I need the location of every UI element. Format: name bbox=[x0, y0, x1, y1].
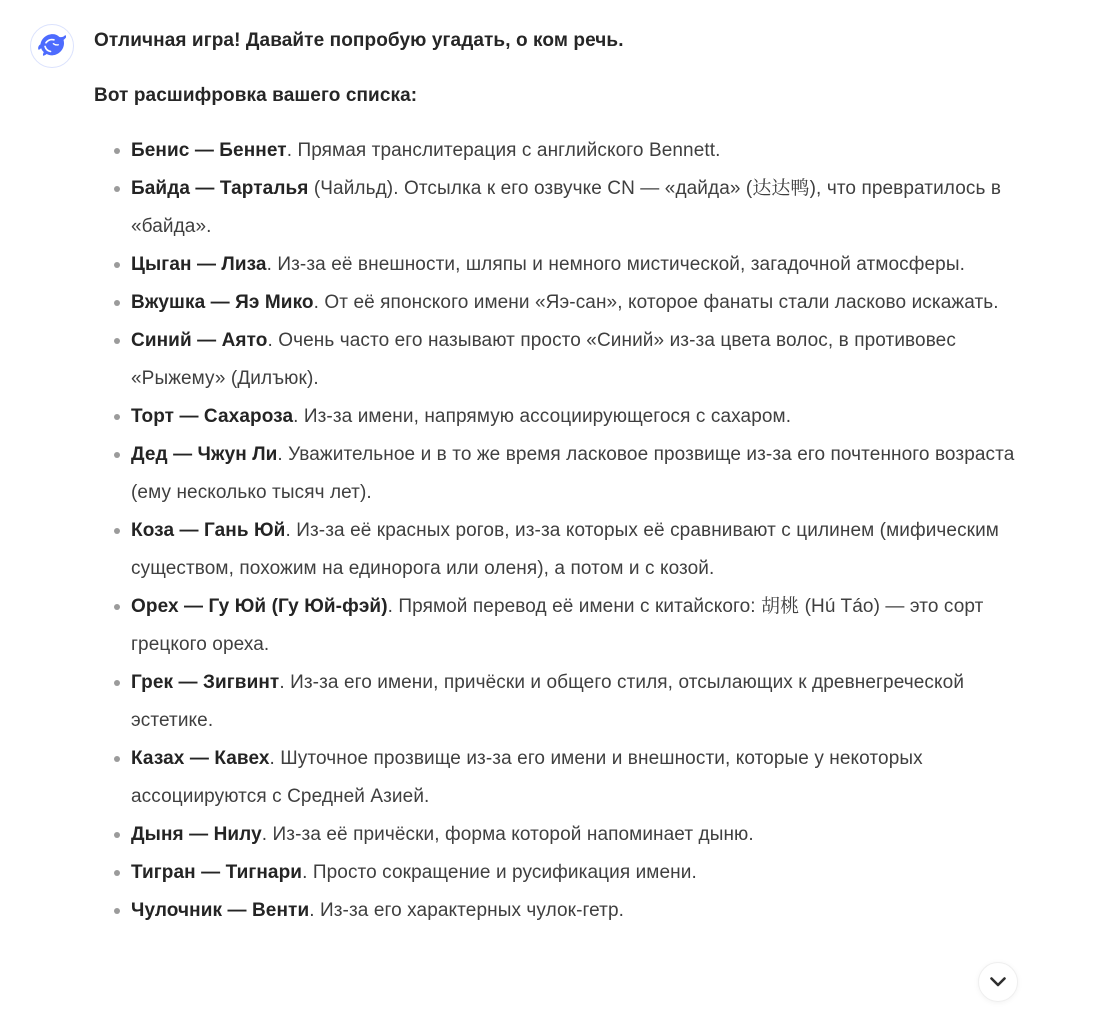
list-item bbox=[94, 322, 1030, 398]
nickname-explanation: . От её японского имени «Яэ-сан», которое фанаты стали ласково искажать. bbox=[313, 292, 999, 313]
nickname-explanation: . Из-за её внешности, шляпы и немного мистической, загадочной атмосферы. bbox=[266, 254, 965, 275]
list-item bbox=[94, 816, 1030, 854]
nickname-pair: Казах — Кавех bbox=[131, 748, 270, 769]
chevron-down-icon bbox=[990, 977, 1006, 987]
list-item bbox=[94, 854, 1030, 892]
nickname-pair: Дыня — Нилу bbox=[131, 824, 262, 845]
list-item bbox=[94, 892, 1030, 930]
nickname-pair: Торт — Сахароза bbox=[131, 406, 294, 427]
list-item bbox=[94, 664, 1030, 740]
nickname-explanation: . Прямая транслитерация с английского Bennett. bbox=[286, 140, 721, 161]
list-item bbox=[94, 436, 1030, 512]
nickname-explanation: . Прямой перевод её имени с китайского: 胡桃 (Hú Táo) — это сорт грецкого ореха. bbox=[131, 596, 984, 655]
assistant-avatar bbox=[30, 24, 74, 68]
nickname-explanation: . Из-за её красных рогов, из-за которых её сравнивают с цилинем (мифическим существом, похожим на единорога или оленя), а потом и с козой. bbox=[131, 520, 999, 579]
deepseek-whale-icon bbox=[38, 34, 66, 58]
nickname-explanation: . Просто сокращение и русификация имени. bbox=[302, 862, 697, 883]
message-intro-line-2: Вот расшифровка вашего списка: bbox=[94, 85, 418, 106]
nickname-explanation: . Шуточное прозвище из-за его имени и внешности, которые у некоторых ассоциируются с Средней Азией. bbox=[131, 748, 923, 807]
nickname-pair: Бенис — Беннет bbox=[131, 140, 287, 161]
list-item bbox=[94, 284, 1030, 322]
nickname-explanation: . Из-за её причёски, форма которой напоминает дыню. bbox=[261, 824, 754, 845]
nickname-pair: Коза — Гань Юй bbox=[131, 520, 286, 541]
nickname-pair: Чулочник — Венти bbox=[131, 900, 310, 921]
assistant-message bbox=[94, 22, 1030, 930]
nickname-pair: Синий — Аято bbox=[131, 330, 268, 351]
nickname-explanation: . Из-за его имени, причёски и общего стиля, отсылающих к древнегреческой эстетике. bbox=[131, 672, 965, 731]
nickname-explanation: (Чайльд). Отсылка к его озвучке CN — «дайда» (达达鸭), что превратилось в «байда». bbox=[131, 178, 1002, 237]
list-item bbox=[94, 588, 1030, 664]
nickname-explanation: . Из-за его характерных чулок-гетр. bbox=[309, 900, 625, 921]
list-item bbox=[94, 512, 1030, 588]
nickname-pair: Вжушка — Яэ Мико bbox=[131, 292, 314, 313]
nickname-explanation: . Из-за имени, напрямую ассоциирующегося с сахаром. bbox=[293, 406, 792, 427]
list-item bbox=[94, 398, 1030, 436]
list-item bbox=[94, 740, 1030, 816]
nickname-pair: Цыган — Лиза bbox=[131, 254, 267, 275]
list-item bbox=[94, 246, 1030, 284]
scroll-to-bottom-button[interactable] bbox=[978, 962, 1018, 1002]
nickname-pair: Байда — Тарталья bbox=[131, 178, 309, 199]
nickname-pair: Орех — Гу Юй (Гу Юй-фэй) bbox=[131, 596, 388, 617]
nickname-pair: Тигран — Тигнари bbox=[131, 862, 303, 883]
list-item bbox=[94, 170, 1030, 246]
nickname-pair: Дед — Чжун Ли bbox=[131, 444, 278, 465]
list-item bbox=[94, 132, 1030, 170]
nickname-pair: Грек — Зигвинт bbox=[131, 672, 280, 693]
nickname-explanation: . Очень часто его называют просто «Синий» из-за цвета волос, в противовес «Рыжему» (Дилъюк). bbox=[131, 330, 956, 389]
message-intro-line-1: Отличная игра! Давайте попробую угадать, о ком речь. bbox=[94, 30, 624, 51]
nickname-explanation: . Уважительное и в то же время ласковое прозвище из-за его почтенного возраста (ему несколько тысяч лет). bbox=[131, 444, 1015, 503]
nickname-list bbox=[94, 132, 1030, 930]
